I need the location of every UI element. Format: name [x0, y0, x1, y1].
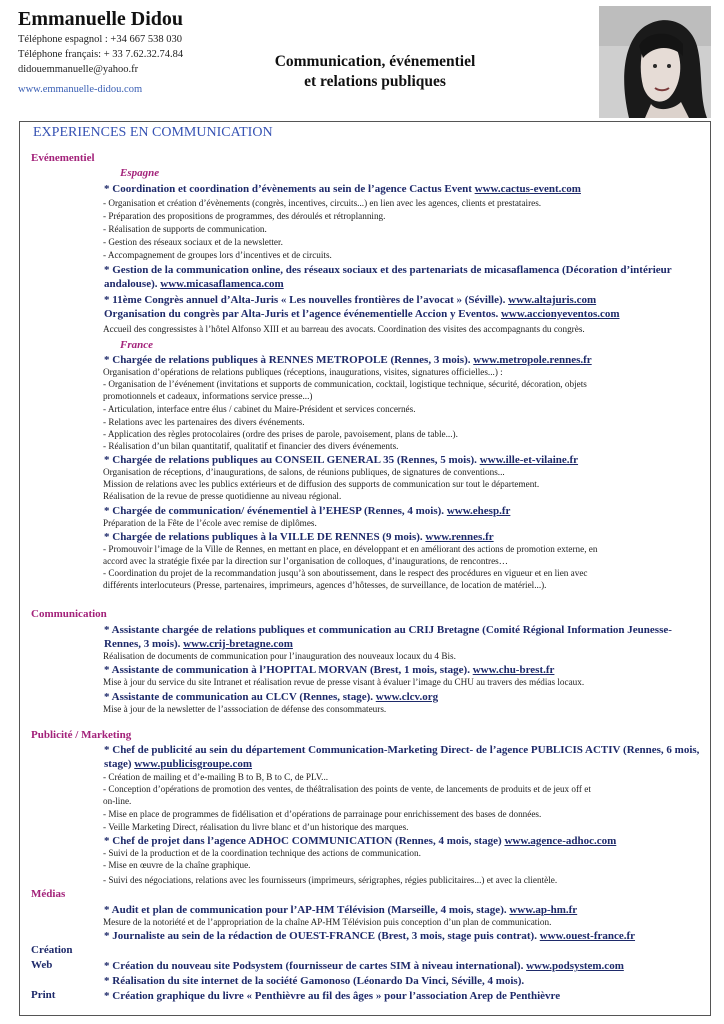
job-title-publicis	[104, 743, 704, 771]
cv-header	[0, 0, 724, 122]
job-link-adhoc[interactable]: www.agence-adhoc.com	[504, 835, 617, 847]
job-link-chu-brest[interactable]: www.chu-brest.fr	[472, 664, 555, 676]
job-title-clcv	[104, 690, 704, 704]
job-desc-line: différents interlocuteurs (Presse, partenaires, imprimeurs, agences d’hôtesses, de surveillance, de location de matériel...).	[103, 580, 547, 590]
section-title: EXPERIENCES EN COMMUNICATION	[33, 125, 273, 140]
category-communication: Communication	[31, 608, 107, 620]
portrait-image	[599, 6, 711, 118]
job-desc-line: - Organisation de l’événement (invitations et supports de communication, cocktail, logistique technique, sécurité, décoration, objets	[103, 379, 587, 389]
job-link-rennes[interactable]: www.rennes.fr	[425, 531, 494, 543]
job-title-podsystem	[104, 959, 704, 973]
job-desc-line: - Application des règles protocolaires (ordre des prises de parole, pavoisement, plans de table...).	[103, 429, 458, 439]
job-title-ville-rennes	[104, 530, 704, 544]
job-title-text: * Chargée de relations publiques à la VILLE DE RENNES (9 mois).	[104, 531, 426, 543]
job-title-text: * Journaliste au sein de la rédaction de OUEST-FRANCE (Brest, 3 mois, stage puis contrat).	[104, 930, 540, 942]
job-desc-line: - Création de mailing et d’e-mailing B to B, B to C, de PLV...	[103, 772, 329, 782]
category-web: Web	[31, 959, 53, 971]
category-publicite-marketing: Publicité / Marketing	[31, 729, 132, 741]
job-desc-line: on-line.	[103, 796, 132, 806]
job-title-adhoc	[104, 834, 704, 848]
category-creation: Création	[31, 944, 73, 956]
subtitle-line-2: et relations publiques	[304, 73, 446, 90]
job-desc-line: Mise à jour du service du site Intranet et réalisation revue de presse visant à évaluer l’image du CHU au travers des médias locaux.	[103, 677, 585, 687]
job-desc-line: - Veille Marketing Direct, réalisation du livre blanc et d’un historique des marques.	[103, 822, 409, 832]
cv-subtitle	[240, 52, 510, 92]
job-desc-line: Réalisation de documents de communication pour l’inauguration des nouveaux locaux du 4 Bis.	[103, 651, 456, 661]
job-title-rennes-metropole	[104, 353, 704, 367]
job-title-text: * Chargée de communication/ événementiel à l’EHESP (Rennes, 4 mois).	[104, 505, 447, 517]
job-title-text: * Gestion de la communication online, des réseaux sociaux et des partenariats de micasaflamenca (Décoration d’intérieur andalouse).	[104, 264, 672, 290]
job-link-micasaflamenca[interactable]: www.micasaflamenca.com	[160, 278, 284, 290]
category-print: Print	[31, 989, 56, 1001]
job-desc-line: Mesure de la notoriété et de l’appropriation de la chaîne AP-HM Télévision puis conception d’un plan de communication.	[103, 917, 552, 927]
job-title-text: * 11ème Congrès annuel d’Alta-Juris « Les nouvelles frontières de l’avocat » (Séville).	[104, 294, 509, 306]
job-desc-line: - Promouvoir l’image de la Ville de Rennes, en mettant en place, en développant et en améliorant des actions de promotion externe, en	[103, 544, 598, 554]
job-desc-line: accord avec la stratégie fixée par la direction sur l’organisation de colloques, d’inaugurations, de rencontres…	[103, 556, 508, 566]
job-link-accionyeventos[interactable]: www.accionyeventos.com	[500, 308, 620, 320]
phone-france: Téléphone français: + 33 7.62.32.74.84	[18, 49, 184, 60]
subtitle-line-1: Communication, événementiel	[274, 53, 476, 70]
category-evenementiel: Evénementiel	[31, 152, 95, 164]
job-desc-line: - Relations avec les partenaires des divers événements.	[103, 417, 305, 427]
job-desc-line: Réalisation de la revue de presse quotidienne au niveau régional.	[103, 491, 342, 501]
job-title-ouest-france	[104, 929, 704, 943]
job-link-ehesp[interactable]: www.ehesp.fr	[446, 505, 511, 517]
job-desc-line: - Coordination du projet de la recommandation jusqu’à son aboutissement, dans le respect des procédures en vigueur et en lien avec	[103, 568, 588, 578]
email-address: didouemmanuelle@yahoo.fr	[18, 64, 139, 75]
job-title-altajuris	[104, 293, 704, 307]
job-desc-line: - Organisation et création d’évènements (congrès, incentives, circuits...) en lien avec les agences, clients et prestataires.	[103, 198, 542, 208]
job-desc-line: - Mise en œuvre de la chaîne graphique.	[103, 860, 251, 870]
job-title-accionyeventos	[104, 307, 704, 321]
person-name: Emmanuelle Didou	[18, 8, 184, 30]
category-medias: Médias	[31, 888, 66, 900]
job-title-ehesp	[104, 504, 704, 518]
job-title-crij	[104, 623, 704, 651]
job-link-altajuris[interactable]: www.altajuris.com	[508, 294, 597, 306]
job-desc-line: Mise à jour de la newsletter de l’asssociation de défense des consommateurs.	[103, 704, 387, 714]
job-desc-line: Organisation d’opérations de relations publiques (réceptions, inaugurations, visites, signatures officielles...) :	[103, 367, 503, 377]
job-title-text: Organisation du congrès par Alta-Juris et l’agence événementielle Accion y Eventos.	[104, 308, 501, 320]
country-france: France	[120, 339, 153, 351]
job-link-metropole[interactable]: www.metropole.rennes.fr	[473, 354, 592, 366]
job-link-cactus[interactable]: www.cactus-event.com	[474, 183, 581, 195]
job-title-text: * Assistante chargée de relations publiques et communication au CRIJ Bretagne (Comité Régional Information Jeunesse- Rennes, 3 mois).	[104, 624, 672, 650]
job-title-text: * Chargée de relations publiques à RENNES METROPOLE (Rennes, 3 mois).	[104, 354, 474, 366]
job-title-text: * Audit et plan de communication pour l’AP-HM Télévision (Marseille, 4 mois, stage).	[104, 904, 510, 916]
job-link-ille-et-vilaine[interactable]: www.ille-et-vilaine.fr	[479, 454, 579, 466]
job-link-ap-hm[interactable]: www.ap-hm.fr	[509, 904, 578, 916]
job-title-text: * Coordination et coordination d’évènements au sein de l’agence Cactus Event	[104, 183, 475, 195]
job-desc-line: - Gestion des réseaux sociaux et de la newsletter.	[103, 237, 283, 247]
job-title-penthievre: * Création graphique du livre « Penthièvre au fil des âges » pour l’association Arep de Penthièvre	[104, 990, 561, 1002]
job-title-text: * Chargée de relations publiques au CONSEIL GENERAL 35 (Rennes, 5 mois).	[104, 454, 480, 466]
job-desc-line: Préparation de la Fête de l’école avec remise de diplômes.	[103, 518, 317, 528]
job-desc-line: - Mise en place de programmes de fidélisation et d’opérations de parrainage pour enrichissement des bases de données.	[103, 809, 542, 819]
job-title-cactus	[104, 182, 704, 196]
job-title-micasaflamenca	[104, 263, 704, 291]
job-desc-line: - Réalisation d’un bilan quantitatif, qualitatif et financier des divers événements.	[103, 441, 399, 451]
job-link-podsystem[interactable]: www.podsystem.com	[526, 960, 624, 972]
job-title-ap-hm	[104, 903, 704, 917]
job-desc-line: - Suivi des négociations, relations avec les fournisseurs (imprimeurs, sérigraphes, régies publicitaires...) et avec la clientèle.	[103, 875, 558, 885]
job-link-clcv[interactable]: www.clcv.org	[375, 691, 439, 703]
job-title-conseil-general	[104, 453, 704, 467]
job-desc-line: Organisation de réceptions, d’inaugurations, de salons, de réunions publiques, de signatures de conventions...	[103, 467, 505, 477]
job-desc-line: - Préparation des propositions de programmes, des déroulés et rétroplanning.	[103, 211, 386, 221]
job-desc-line: - Articulation, interface entre élus / cabinet du Maire-Président et services concernés.	[103, 404, 416, 414]
job-link-crij[interactable]: www.crij-bretagne.com	[183, 638, 293, 650]
job-link-ouest-france[interactable]: www.ouest-france.fr	[539, 930, 636, 942]
profile-photo	[599, 6, 711, 118]
job-desc-line: - Conception d’opérations de promotion des ventes, de théâtralisation des points de vente, de lancements de produits et de jeux off et	[103, 784, 591, 794]
job-desc-line: Accueil des congressistes à l’hôtel Alfonso XIII et au barreau des avocats. Coordination des visites des accompagnants du congrès.	[103, 324, 585, 334]
phone-spain: Téléphone espagnol : +34 667 538 030	[18, 34, 182, 45]
job-title-text: * Assistante de communication au CLCV (Rennes, stage).	[104, 691, 376, 703]
country-espagne: Espagne	[120, 167, 160, 179]
job-desc-line: Mission de relations avec les publics extérieurs et de diffusion des supports de communication sur tout le département.	[103, 479, 540, 489]
job-title-text: * Assistante de communication à l’HOPITAL MORVAN (Brest, 1 mois, stage).	[104, 664, 473, 676]
job-desc-line: - Accompagnement de groupes lors d’incentives et de circuits.	[103, 250, 332, 260]
job-link-publicis[interactable]: www.publicisgroupe.com	[134, 758, 253, 770]
job-desc-line: - Suivi de la production et de la coordination technique des actions de communication.	[103, 848, 421, 858]
job-title-text: * Chef de projet dans l’agence ADHOC COMMUNICATION (Rennes, 4 mois, stage)	[104, 835, 505, 847]
job-title-text: * Création du nouveau site Podsystem (fournisseur de cartes SIM à niveau international).	[104, 960, 527, 972]
job-title-gamonoso: * Réalisation du site internet de la société Gamonoso (Léonardo Da Vinci, Séville, 4 mois).	[104, 975, 525, 987]
job-title-text: * Chef de publicité au sein du département Communication-Marketing Direct- de l’agence PUBLICIS ACTIV (Rennes, 6 mois, stage)	[104, 744, 700, 770]
website-link[interactable]: www.emmanuelle-didou.com	[18, 84, 143, 95]
job-desc-line: promotionnels et cadeaux, informations service presse...)	[103, 391, 313, 401]
job-desc-line: - Réalisation de supports de communication.	[103, 224, 267, 234]
job-title-hopital-morvan	[104, 663, 704, 677]
